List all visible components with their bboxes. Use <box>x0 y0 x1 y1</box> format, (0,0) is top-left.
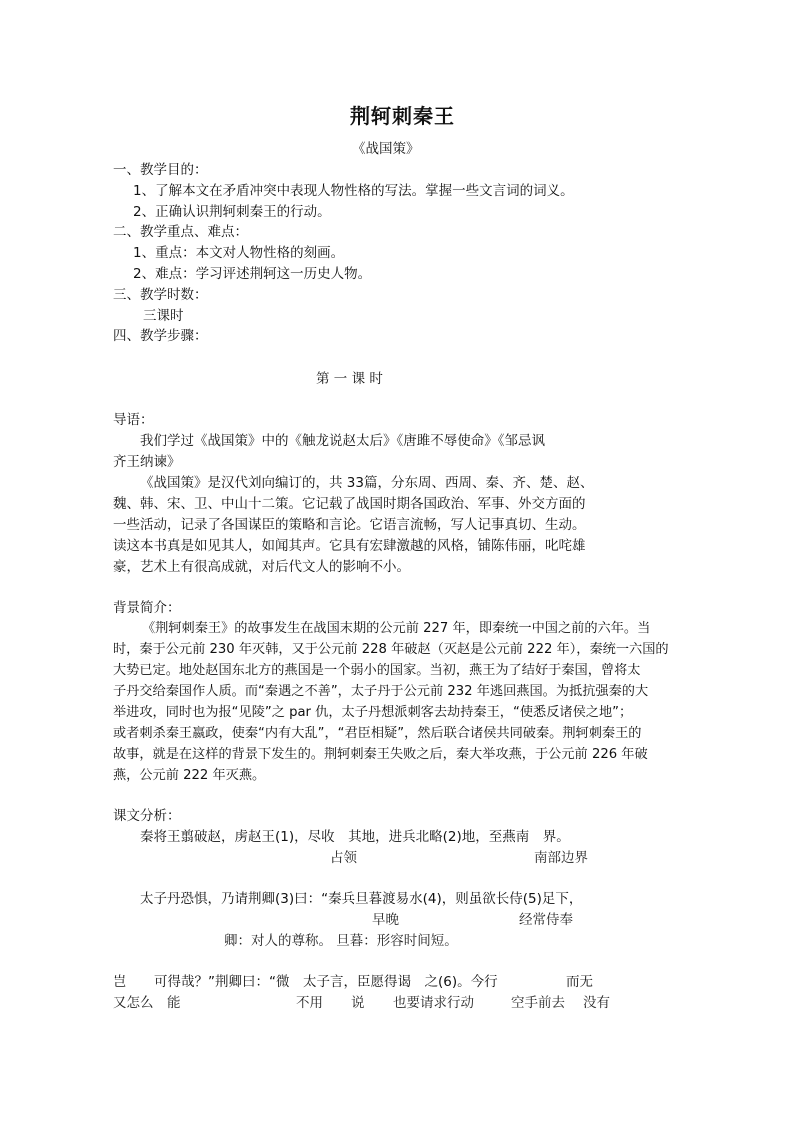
word-gloss: 不用 <box>296 995 323 1011</box>
background-line: 时，秦于公元前 230 年灭韩，又于公元前 228 年破赵（灭赵是公元前 222 年），秦统一六国的 <box>113 642 669 657</box>
intro-paragraph-line: 一些活动，记录了各国谋臣的策略和言论。它语言流畅，写人记事真切、生动。 <box>113 517 586 533</box>
word-gloss: 没有 <box>583 995 610 1011</box>
classical-sentence: 秦将王翦破赵，虏赵王(1)，尽收 其地，进兵北略(2)地，至燕南 界。 <box>140 829 570 845</box>
word-gloss: 空手前去 <box>511 995 565 1011</box>
source-subtitle: 《战国策》 <box>352 141 420 157</box>
hours-heading: 三、教学时数： <box>113 287 208 303</box>
vocabulary-note: 卿：对人的尊称。 旦暮：形容时间短。 <box>224 933 458 949</box>
word-gloss: 经常侍奉 <box>519 912 573 928</box>
intro-text: 齐王纳谏》 <box>113 454 181 470</box>
intro-heading: 导语： <box>113 412 154 428</box>
background-line: 子丹交给秦国作人质。而“秦遇之不善”，太子丹于公元前 232 年逃回燕国。为抵抗强秦的大 <box>113 684 649 699</box>
document-title: 荆轲刺秦王 <box>350 104 455 128</box>
word-gloss: 也要请求行动 <box>393 995 474 1011</box>
key-point-item: 1、重点：本文对人物性格的刻画。 <box>133 245 345 261</box>
background-heading: 背景简介： <box>113 600 181 616</box>
classical-sentence: 太子丹恐惧，乃请荆卿(3)曰：“秦兵旦暮渡易水(4)，则虽欲长侍(5)足下， <box>140 891 583 907</box>
classical-sentence: 岂 <box>113 974 127 990</box>
objectives-heading: 一、教学目的： <box>113 162 208 178</box>
objective-item: 1、了解本文在矛盾冲突中表现人物性格的写法。掌握一些文言词的词义。 <box>133 183 574 199</box>
classical-sentence: 而无 <box>566 974 593 990</box>
steps-heading: 四、教学步骤： <box>113 328 208 344</box>
intro-paragraph-line: 魏、韩、宋、卫、中山十二策。它记载了战国时期各国政治、军事、外交方面的 <box>113 496 586 512</box>
background-line: 举进攻，同时也为报“见陵”之 par 仇，太子丹想派刺客去劫持秦王，“使悉反诸侯之地”； <box>113 705 633 720</box>
word-gloss: 南部边界 <box>534 850 588 866</box>
analysis-heading: 课文分析： <box>113 808 181 824</box>
background-line: 大势已定。地处赵国东北方的燕国是一个弱小的国家。当初，燕王为了结好于秦国，曾将太 <box>113 663 641 678</box>
hours-value: 三课时 <box>143 308 184 324</box>
background-line: 或者刺杀秦王嬴政，使秦“内有大乱”，“君臣相疑”，然后联合诸侯共同破秦。荆轲刺秦王的 <box>113 726 642 741</box>
background-line: 燕，公元前 222 年灭燕。 <box>113 768 266 783</box>
background-line: 《荆轲刺秦王》的故事发生在战国末期的公元前 227 年，即秦统一中国之前的六年。当 <box>142 621 651 636</box>
lesson-heading: 第 一 课 时 <box>316 371 383 387</box>
intro-paragraph-line: 读这本书真是如见其人，如闻其声。它具有宏肆激越的风格，铺陈伟丽，叱咤雄 <box>113 538 586 554</box>
intro-text: 我们学过《战国策》中的《触龙说赵太后》《唐雎不辱使命》《邹忌讽 <box>140 433 545 449</box>
intro-paragraph-line: 豪，艺术上有很高成就，对后代文人的影响不小。 <box>113 559 410 575</box>
classical-sentence: 可得哉？”荆卿曰：“微 太子言，臣愿得谒 之(6)。今行 <box>154 974 498 990</box>
background-line: 故事，就是在这样的背景下发生的。荆轲刺秦王失败之后，秦大举攻燕，于公元前 226 年破 <box>113 747 648 762</box>
key-point-item: 2、难点：学习评述荆轲这一历史人物。 <box>133 266 372 282</box>
key-points-heading: 二、教学重点、难点： <box>113 224 248 240</box>
word-gloss: 占领 <box>330 850 357 866</box>
intro-paragraph-line: 《战国策》是汉代刘向编订的，共 33篇，分东周、西周、秦、齐、楚、赵、 <box>140 475 594 491</box>
objective-item: 2、正确认识荆轲刺秦王的行动。 <box>133 204 331 220</box>
word-gloss: 说 <box>351 995 365 1011</box>
word-gloss: 早晚 <box>372 912 399 928</box>
word-gloss: 又怎么 能 <box>113 995 181 1011</box>
